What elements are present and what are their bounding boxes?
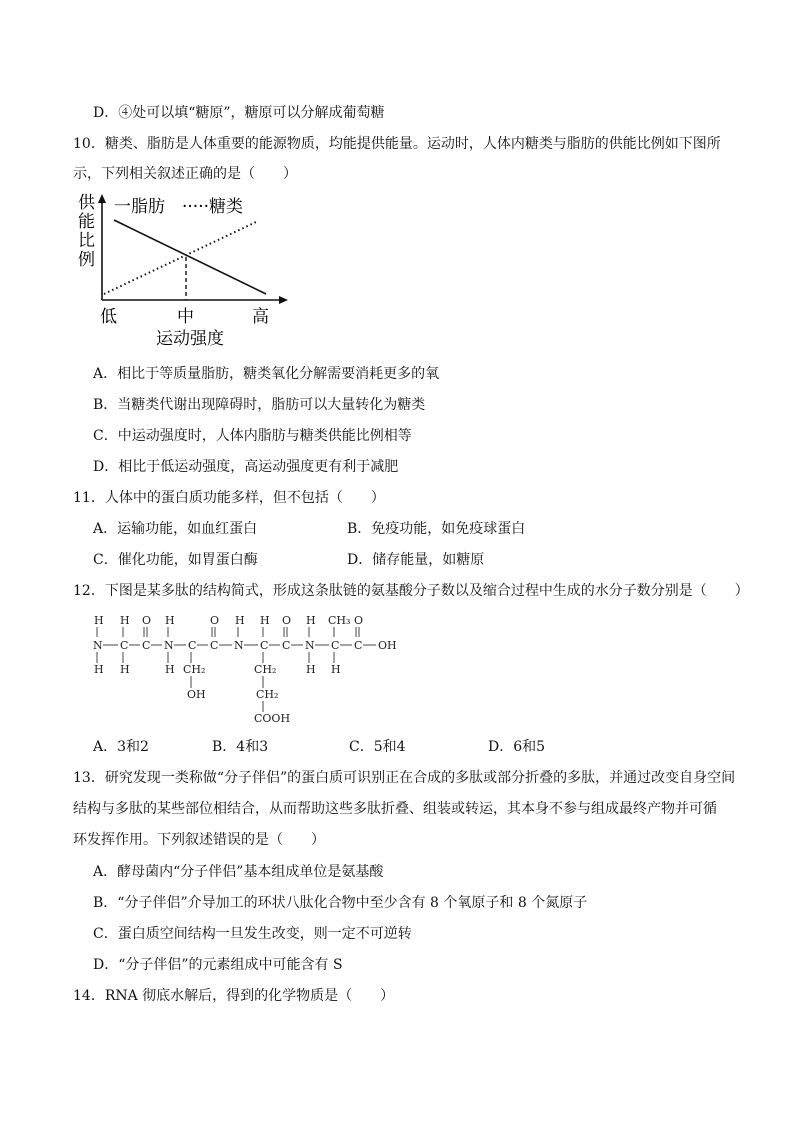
atom-h: H — [94, 663, 104, 676]
q10-chart — [70, 190, 300, 350]
q10-option-a: A．相比于等质量脂肪，糖类氧化分解需要消耗更多的氧 — [93, 366, 440, 382]
group-oh: OH — [187, 688, 206, 701]
atom-n: N — [164, 639, 174, 652]
q10-option-d: D．相比于低运动强度，高运动强度更有利于减肥 — [93, 459, 399, 475]
q13-option-b: B．“分子伴侣”介导加工的环状八肽化合物中至少含有 8 个氧原子和 8 个氮原子 — [93, 895, 588, 911]
atom-c: C — [331, 639, 340, 652]
group-ch2: CH₂ — [256, 688, 279, 701]
atom-c: C — [142, 639, 151, 652]
y-axis-arrow — [98, 194, 106, 203]
atom-h: H — [306, 663, 316, 676]
x-tick-high: 高 — [252, 307, 269, 327]
atom-n: N — [93, 639, 103, 652]
atom-c: C — [120, 639, 129, 652]
q13-option-d: D．“分子伴侣”的元素组成中可能含有 S — [93, 957, 343, 973]
atom-o: O — [210, 614, 220, 627]
q12-option-a: A．3和2 — [93, 739, 149, 755]
legend-fat: 一脂肪 — [114, 197, 165, 217]
group-cooh: COOH — [254, 712, 291, 725]
atom-o: O — [282, 614, 292, 627]
q10-stem-line2: 示，下列相关叙述正确的是（ ） — [73, 166, 297, 182]
atom-o: O — [142, 614, 152, 627]
q11-option-d: D．储存能量，如糖原 — [347, 552, 485, 568]
atom-h: H — [260, 614, 270, 627]
atom-h: H — [331, 663, 341, 676]
q13-stem-line1: 13．研究发现一类称做“分子伴侣”的蛋白质可识别正在合成的多肽或部分折叠的多肽，并通过改变自身空间 — [73, 770, 736, 786]
atom-h: H — [120, 663, 130, 676]
q12-peptide-structure — [88, 610, 418, 730]
atom-h: H — [165, 663, 175, 676]
series-fat-line — [114, 220, 266, 294]
q13-option-c: C．蛋白质空间结构一旦发生改变，则一定不可逆转 — [93, 926, 412, 942]
series-sugar-line — [104, 222, 256, 294]
legend-sugar: ·····糖类 — [182, 197, 244, 217]
q9-option-d: D．④处可以填“糖原”，糖原可以分解成葡萄糖 — [93, 105, 385, 121]
atom-h: H — [94, 614, 104, 627]
atom-c: C — [282, 639, 291, 652]
atom-n: N — [234, 639, 244, 652]
group-ch2: CH₂ — [254, 663, 277, 676]
atom-c: C — [260, 639, 269, 652]
q11-option-c: C．催化功能，如胃蛋白酶 — [93, 552, 258, 568]
q10-option-b: B．当糖类代谢出现障碍时，脂肪可以大量转化为糖类 — [93, 397, 426, 413]
atom-n: N — [305, 639, 315, 652]
atom-c: C — [210, 639, 219, 652]
atom-h: H — [165, 614, 175, 627]
q13-stem-line2: 结构与多肽的某些部位相结合，从而帮助这些多肽折叠、组装或转运，其本身不参与组成最终产物并可循 — [73, 801, 717, 817]
q12-stem: 12．下图是某多肽的结构简式，形成这条肽链的氨基酸分子数以及缩合过程中生成的水分子数分别是（ ） — [73, 583, 749, 599]
atom-h: H — [235, 614, 245, 627]
group-ch3: CH₃ — [328, 614, 351, 627]
chart-xlabel: 运动强度 — [156, 329, 224, 349]
group-oh: OH — [378, 639, 397, 652]
x-axis-arrow — [279, 296, 288, 304]
q10-option-c: C．中运动强度时，人体内脂肪与糖类供能比例相等 — [93, 428, 412, 444]
q11-stem: 11．人体中的蛋白质功能多样，但不包括（ ） — [73, 490, 385, 506]
atom-h: H — [120, 614, 130, 627]
atom-c: C — [188, 639, 197, 652]
x-tick-mid: 中 — [177, 307, 194, 327]
q13-stem-line3: 环发挥作用。下列叙述错误的是（ ） — [73, 832, 325, 848]
q14-stem: 14．RNA 彻底水解后，得到的化学物质是（ ） — [73, 988, 395, 1004]
q10-stem-line1: 10．糖类、脂肪是人体重要的能源物质，均能提供能量。运动时，人体内糖类与脂肪的供能比例如下图所 — [73, 136, 721, 152]
atom-o: O — [354, 614, 364, 627]
q13-option-a: A．酵母菌内“分子伴侣”基本组成单位是氨基酸 — [93, 864, 384, 880]
q11-option-a: A．运输功能，如血红蛋白 — [93, 521, 258, 537]
q12-option-c: C．5和4 — [349, 739, 406, 755]
atom-h: H — [306, 614, 316, 627]
atom-c: C — [354, 639, 363, 652]
q12-option-d: D．6和5 — [488, 739, 546, 755]
group-ch2: CH₂ — [183, 663, 206, 676]
x-tick-low: 低 — [100, 307, 117, 327]
chart-ylabel: 供能比例 — [78, 193, 95, 270]
q11-option-b: B．免疫功能，如免疫球蛋白 — [347, 521, 526, 537]
q12-option-b: B．4和3 — [212, 739, 269, 755]
